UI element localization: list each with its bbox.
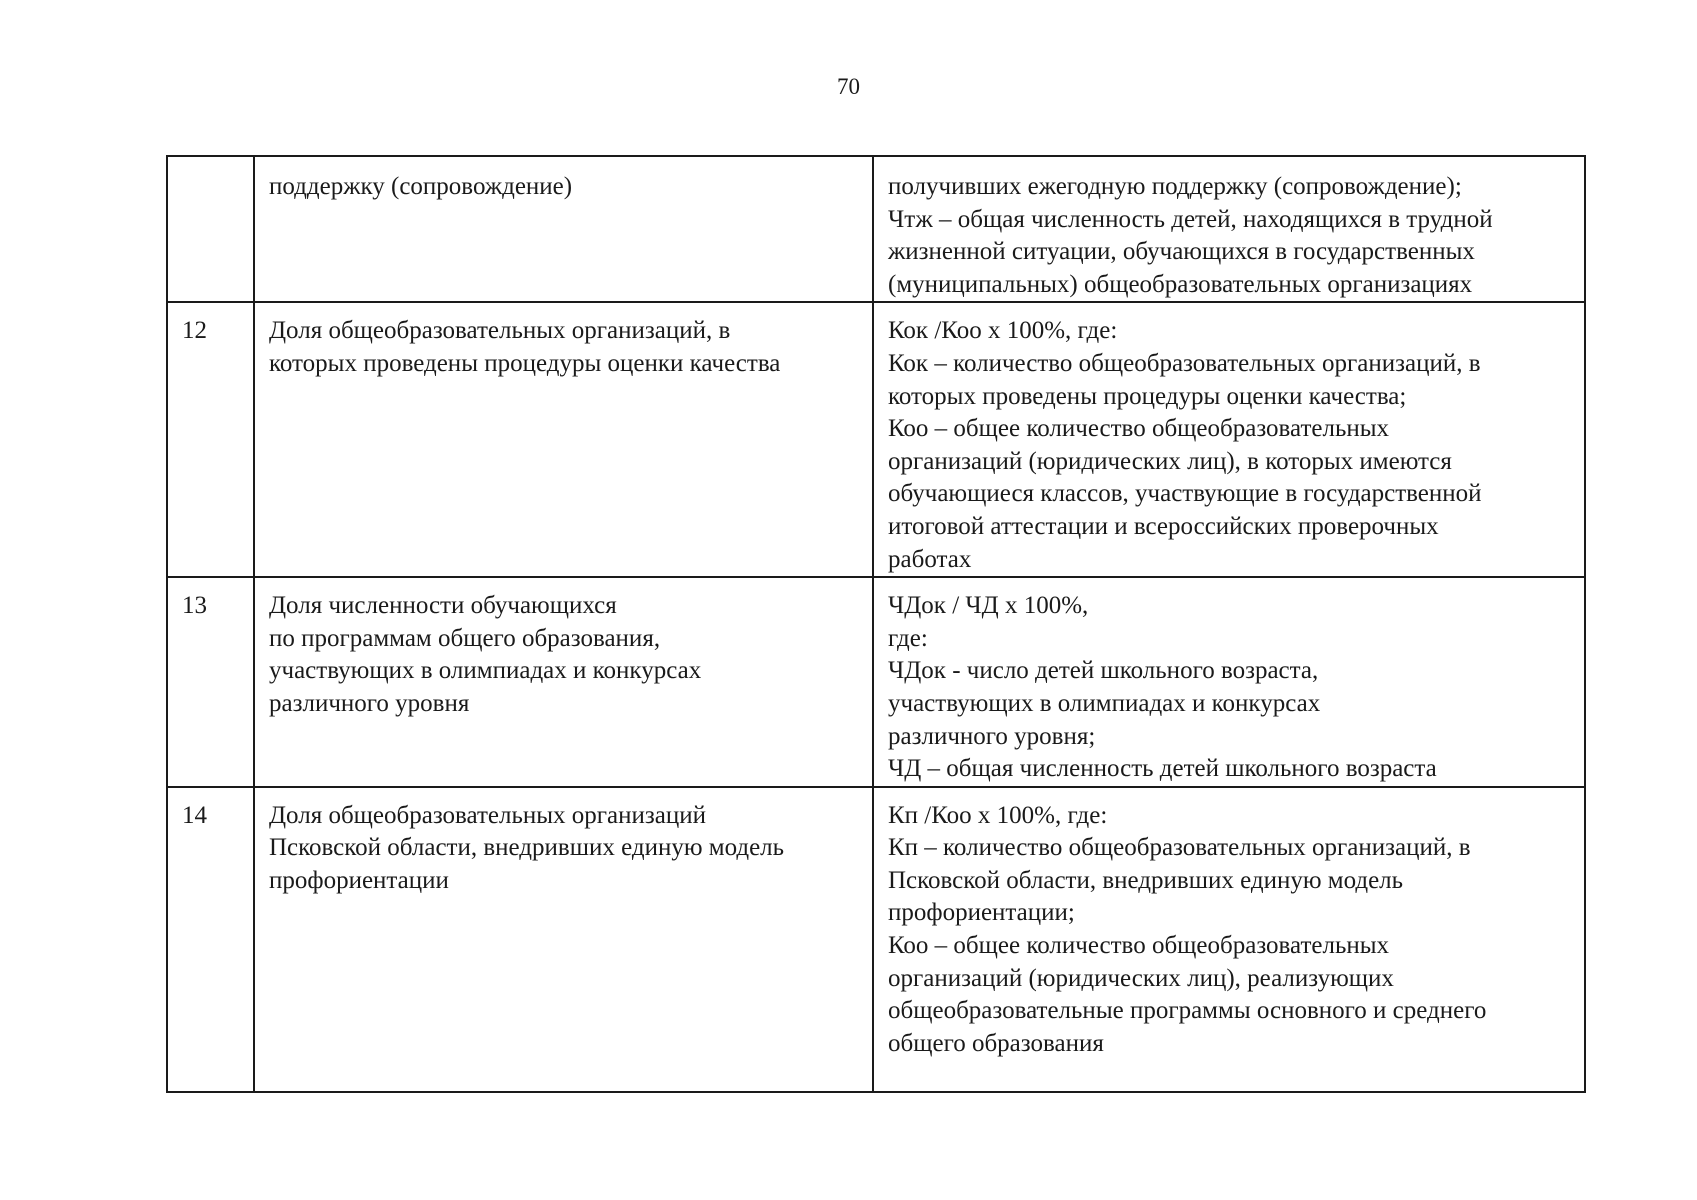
table-row bbox=[167, 302, 1585, 577]
formula-line: ЧДок / ЧД х 100%, bbox=[888, 592, 1089, 620]
formula-cell bbox=[873, 577, 1585, 787]
row-number-cell: 12 bbox=[167, 302, 254, 577]
formula-line: ЧДок - число детей школьного возраста, bbox=[888, 657, 1319, 685]
table-row bbox=[167, 577, 1585, 787]
formula-line: организаций (юридических лиц), в которых имеются bbox=[888, 447, 1452, 475]
indicator-name-line: Псковской области, внедривших единую модель bbox=[269, 834, 785, 862]
table-row bbox=[167, 787, 1585, 1092]
indicator-name-line: различного уровня bbox=[269, 689, 470, 717]
formula-line: Кок /Коо х 100%, где: bbox=[888, 317, 1118, 345]
formula-line: Коо – общее количество общеобразовательных bbox=[888, 932, 1390, 960]
indicator-name-line: Доля численности обучающихся bbox=[269, 592, 617, 620]
formula-line: которых проведены процедуры оценки качества; bbox=[888, 382, 1407, 410]
indicator-name-cell bbox=[254, 156, 873, 302]
formula-line: общего образования bbox=[888, 1029, 1104, 1057]
indicator-name-line: поддержку (сопровождение) bbox=[269, 173, 573, 200]
formula-line: где: bbox=[888, 624, 928, 652]
formula-line: участвующих в олимпиадах и конкурсах bbox=[888, 689, 1321, 717]
formula-line: общеобразовательные программы основного и среднего bbox=[888, 997, 1487, 1025]
formula-line: Кп – количество общеобразовательных организаций, в bbox=[888, 834, 1471, 862]
formula-line: организаций (юридических лиц), реализующих bbox=[888, 964, 1394, 992]
formula-line: жизненной ситуации, обучающихся в государственных bbox=[888, 238, 1475, 266]
page-number: 70 bbox=[837, 74, 860, 99]
formula-line: различного уровня; bbox=[888, 722, 1096, 750]
indicator-name-line: участвующих в олимпиадах и конкурсах bbox=[269, 657, 702, 685]
formula-line: обучающиеся классов, участвующие в государственной bbox=[888, 480, 1482, 508]
row-number-cell bbox=[167, 156, 254, 302]
row-number-cell: 14 bbox=[167, 787, 254, 1092]
indicator-name-line: профориентации bbox=[269, 866, 449, 894]
formula-line: Кп /Коо х 100%, где: bbox=[888, 801, 1108, 829]
indicator-name-cell bbox=[254, 302, 873, 577]
formula-cell bbox=[873, 156, 1585, 302]
formula-line: профориентации; bbox=[888, 899, 1075, 927]
formula-cell bbox=[873, 302, 1585, 577]
indicator-table bbox=[166, 155, 1586, 1093]
formula-cell bbox=[873, 787, 1585, 1092]
formula-line: (муниципальных) общеобразовательных организациях bbox=[888, 270, 1473, 298]
row-number-cell: 13 bbox=[167, 577, 254, 787]
indicator-name-line: по программам общего образования, bbox=[269, 624, 661, 652]
indicator-name-cell bbox=[254, 577, 873, 787]
formula-line: Коо – общее количество общеобразовательных bbox=[888, 415, 1390, 443]
indicator-name-line: которых проведены процедуры оценки качества bbox=[269, 349, 781, 377]
indicator-name-line: Доля общеобразовательных организаций, в bbox=[269, 317, 731, 345]
formula-line: Чтж – общая численность детей, находящихся в трудной bbox=[888, 205, 1493, 233]
formula-line: итоговой аттестации и всероссийских проверочных bbox=[888, 512, 1439, 540]
formula-line: получивших ежегодную поддержку (сопровождение); bbox=[888, 173, 1462, 200]
formula-line: ЧД – общая численность детей школьного возраста bbox=[888, 755, 1437, 783]
indicator-name-cell bbox=[254, 787, 873, 1092]
formula-line: работах bbox=[888, 545, 972, 573]
formula-line: Кок – количество общеобразовательных организаций, в bbox=[888, 349, 1481, 377]
table-row bbox=[167, 156, 1585, 302]
formula-line: Псковской области, внедривших единую модель bbox=[888, 866, 1404, 894]
indicator-name-line: Доля общеобразовательных организаций bbox=[269, 801, 707, 829]
